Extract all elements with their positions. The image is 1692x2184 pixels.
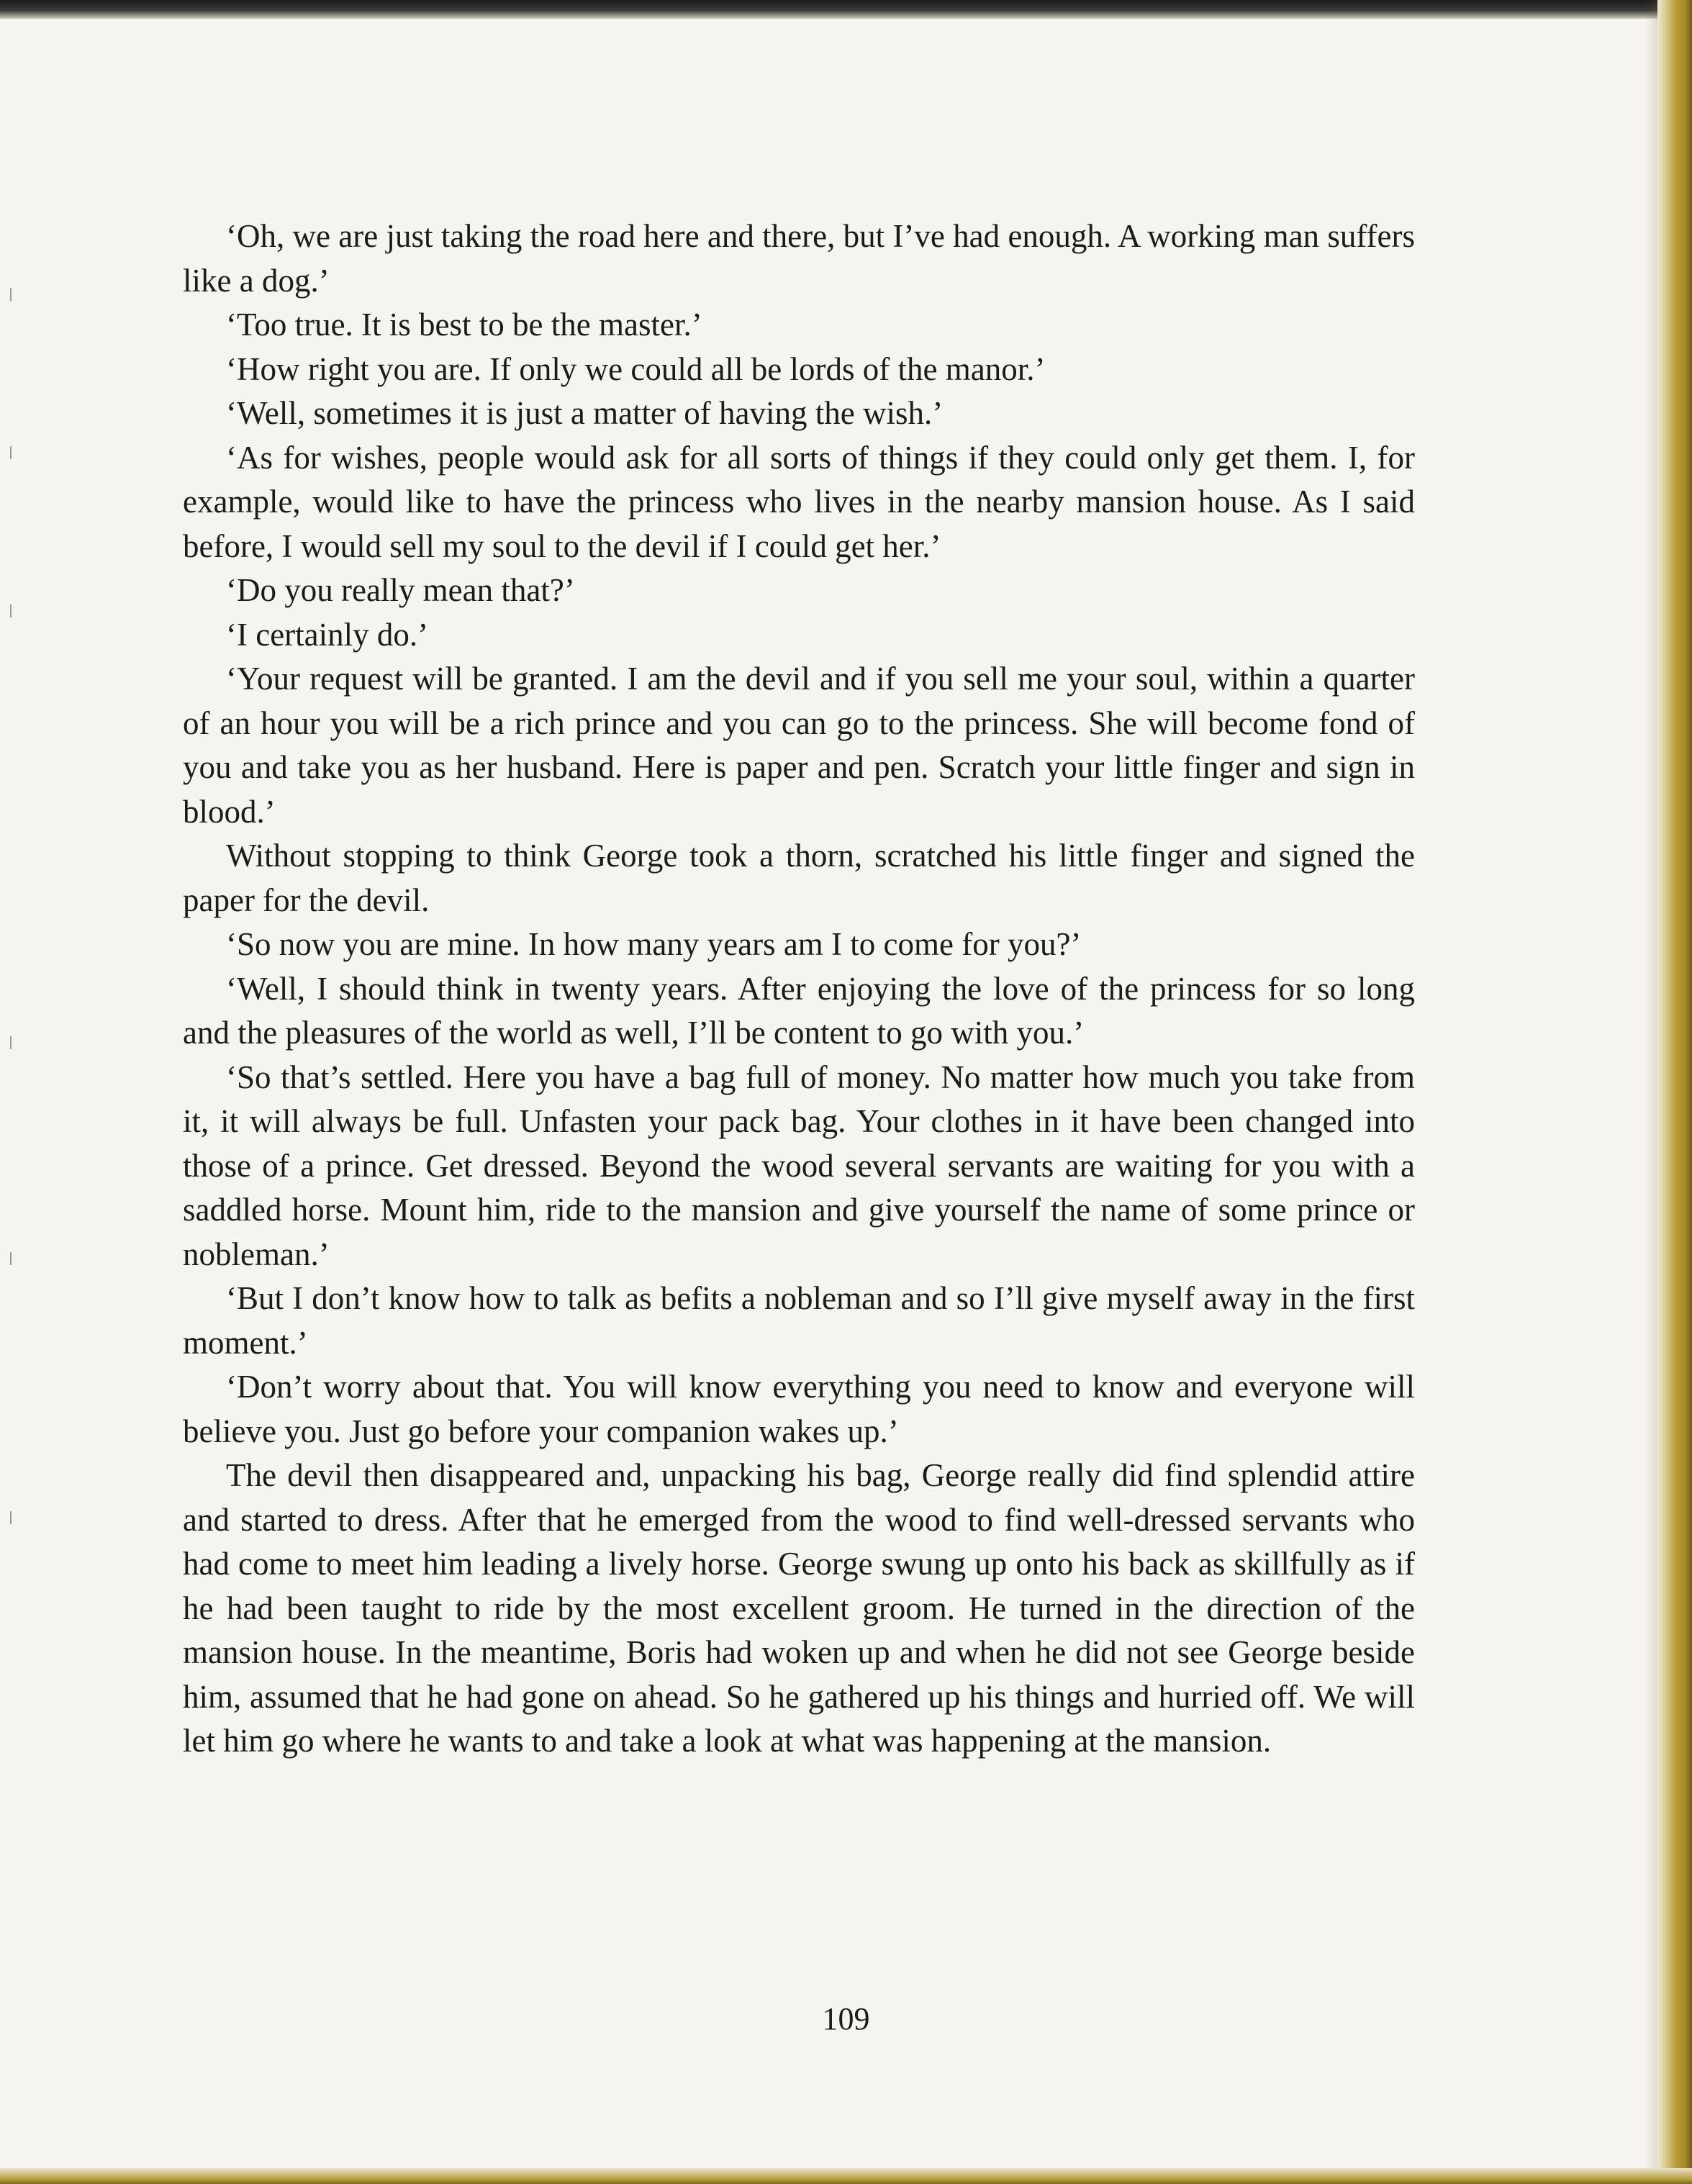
top-binding-edge [0, 0, 1692, 19]
paragraph: ‘Well, I should think in twenty years. After enjoying the love of the princess for so long and the pleasures of the world as well, I’ll be content to go with you.’ [183, 970, 1415, 1051]
paragraph: ‘As for wishes, people would ask for all sorts of things if they could only get them. I, for example, would like to have the princess who lives in the nearby mansion house. As I said before, I would sell my soul to the devil if I could get her.’ [183, 439, 1415, 564]
paragraph: ‘So that’s settled. Here you have a bag full of money. No matter how much you take from it, it will always be full. Unfasten your pack bag. Your clothes in it have been changed into those of a prince. Get dressed. Beyond the wood several servants are waiting for you with a saddled horse. Mount him, ride to the mansion and give yourself the name of some prince or nobleman.’ [183, 1059, 1415, 1272]
margin-mark [10, 1511, 12, 1524]
bottom-gilded-edge [0, 2168, 1692, 2184]
paragraph: ‘But I don’t know how to talk as befits a nobleman and so I’ll give myself away in the first moment.’ [183, 1280, 1415, 1361]
margin-mark [10, 1036, 12, 1049]
gilded-page-edge [1657, 0, 1692, 2184]
paragraph: ‘So now you are mine. In how many years am I to come for you?’ [226, 926, 1082, 962]
page-number: 109 [822, 2001, 870, 2036]
paragraph: Without stopping to think George took a thorn, scratched his little finger and signed the paper for the devil. [183, 838, 1415, 918]
margin-mark [10, 1252, 12, 1265]
body-text [183, 214, 1415, 1764]
right-page-shadow [1645, 0, 1657, 2184]
paragraph: ‘Your request will be granted. I am the devil and if you sell me your soul, within a quarter of an hour you will be a rich prince and you can go to the princess. She will become fond of you and take you as her husband. Here is paper and pen. Scratch your little finger and sign in blood.’ [183, 661, 1415, 830]
margin-mark [10, 604, 12, 617]
paragraph: ‘Too true. It is best to be the master.’ [226, 307, 702, 343]
paragraph: ‘How right you are. If only we could all be lords of the manor.’ [226, 350, 1046, 387]
paragraph: ‘Do you really mean that?’ [226, 572, 575, 608]
margin-mark [10, 288, 12, 301]
paragraph: ‘Well, sometimes it is just a matter of having the wish.’ [226, 395, 944, 431]
paragraph: ‘Don’t worry about that. You will know everything you need to know and everyone will believe you. Just go before your companion wakes up.’ [183, 1369, 1415, 1449]
paragraph: ‘I certainly do.’ [226, 616, 429, 653]
paragraph: The devil then disappeared and, unpacking his bag, George really did find splendid attire and started to dress. After that he emerged from the wood to find well-dressed servants who had come to meet him leading a lively horse. George swung up onto his back as skillfully as if he had been taught to ride by the most excellent groom. He turned in the direction of the mansion house. In the meantime, Boris had woken up and when he did not see George beside him, assumed that he had gone on ahead. So he gathered up his things and hurried off. We will let him go where he wants to and take a look at what was happening at the mansion. [183, 1457, 1415, 1759]
paragraph: ‘Oh, we are just taking the road here and there, but I’ve had enough. A working man suffers like a dog.’ [183, 218, 1415, 299]
margin-mark [10, 446, 12, 459]
